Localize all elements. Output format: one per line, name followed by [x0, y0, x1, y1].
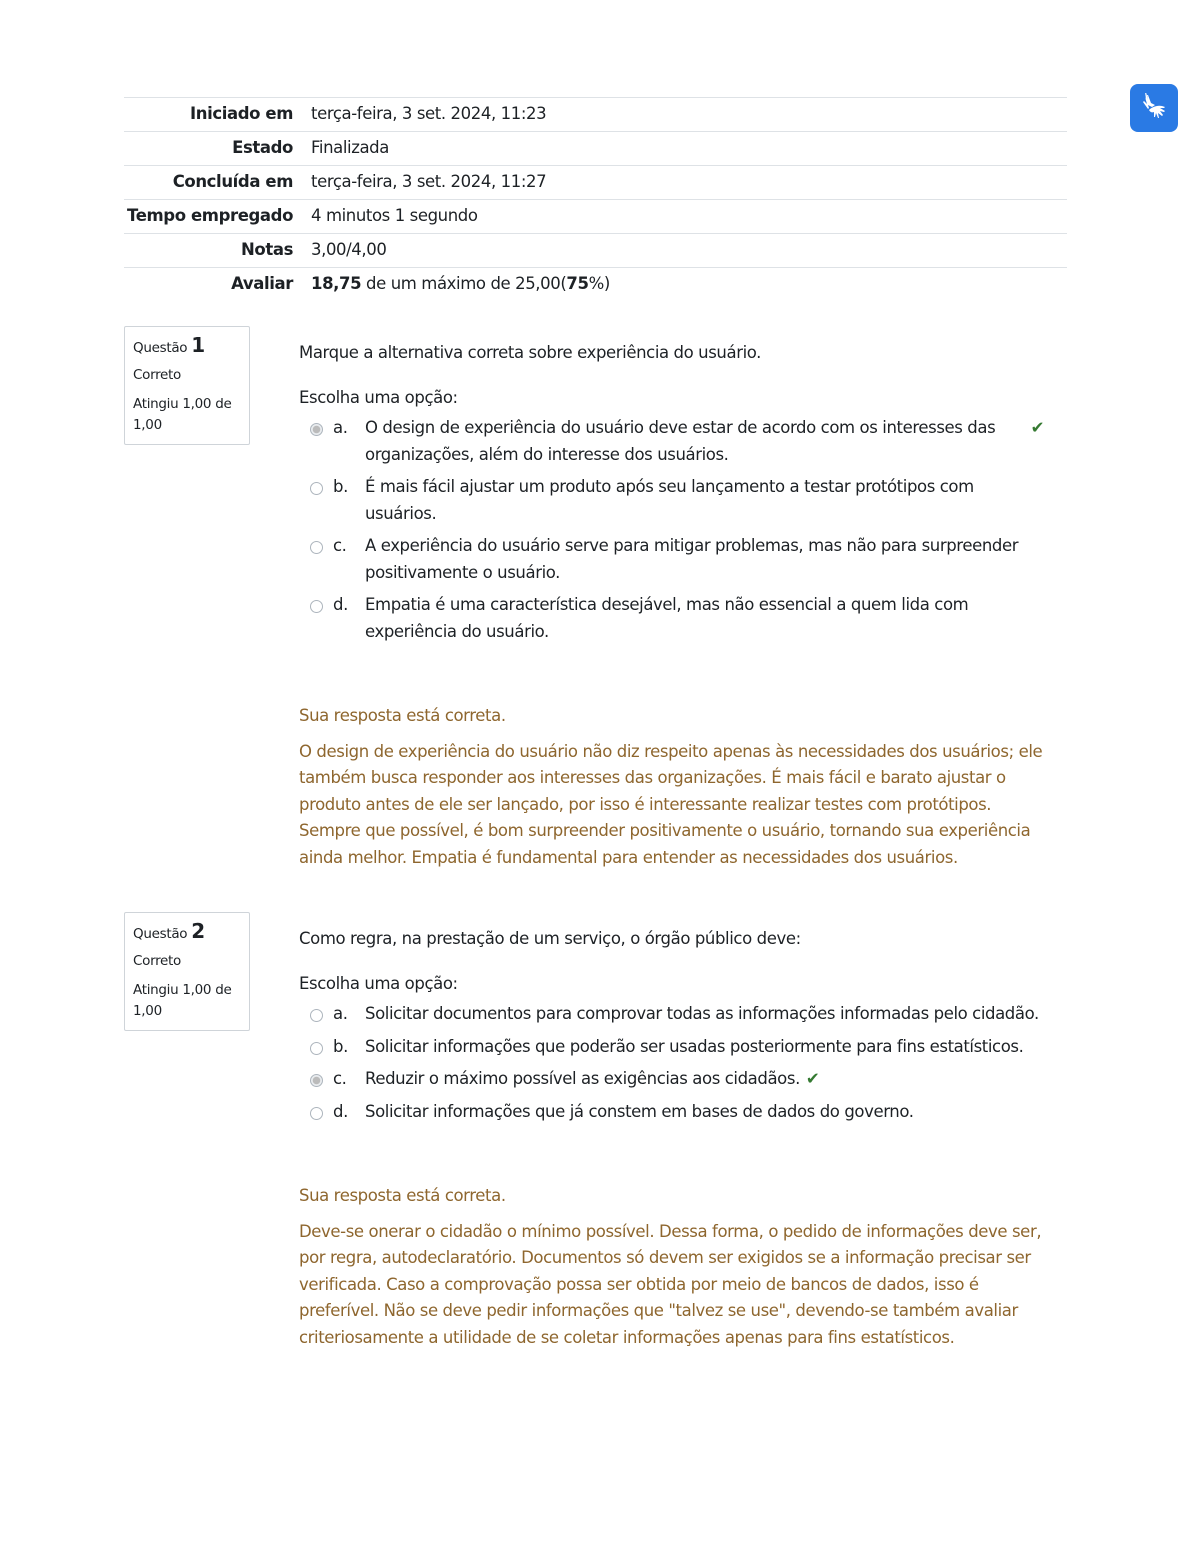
- check-icon: ✔: [1030, 418, 1044, 437]
- radio-selected[interactable]: [310, 423, 323, 436]
- option-d[interactable]: d. Solicitar informações que já constem em bases de dados do governo.: [299, 1099, 1044, 1126]
- radio[interactable]: [310, 541, 323, 554]
- explanation: O design de experiência do usuário não diz respeito apenas às necessidades dos usuários; ele também busca responder aos interesses das organizações. É mais fácil e barato ajustar o produto antes de ele ser lançado, por isso é interessante realizar testes com protótipos. Sempre que possível, é bom surpreender positivamente o usuário, tornando sua experiência ainda melhor. Empatia é fundamental para entender as necessidades dos usuários.: [299, 741, 1043, 867]
- summary-row: Iniciado em terça-feira, 3 set. 2024, 11:23: [124, 98, 1067, 132]
- option-c[interactable]: c. Reduzir o máximo possível as exigências aos cidadãos. ✔: [299, 1066, 1044, 1093]
- attempt-summary: [124, 97, 1067, 301]
- question-content: Marque a alternativa correta sobre experiência do usuário. Escolha uma opção: a. O design de experiência do usuário deve estar de acordo com os interesses das organizações, além do interesse dos usuários. ✔ b. É mais fácil ajustar um produto após seu lançamento a testar protótipos com usuários. c. A experiência do usuário serve para mitigar problemas, mas não para surpreender positivamente o usuário. d. Empatia é uma característica desejável, mas não essencial a quem lida com experiência do usuário. Sua resposta está correta. O design de experiência do usuário não diz respeito apenas às necessidades dos usuários; ele também busca responder aos interesses das organizações. É mais fácil e barato ajustar o produto antes de ele ser lançado, por isso é interessante realizar testes com protótipos. Sempre que possível, é bom surpreender positivamente o usuário, tornando sua experiência ainda melhor. Empatia é fundamental para entender as necessidades dos usuários.: [299, 326, 1044, 871]
- question-state: Correto: [133, 367, 182, 383]
- option-c[interactable]: c. A experiência do usuário serve para mitigar problemas, mas não para surpreender positivamente o usuário.: [299, 533, 1044, 586]
- radio[interactable]: [310, 1009, 323, 1022]
- radio-selected[interactable]: [310, 1074, 323, 1087]
- question-info: Questão 1 Correto Atingiu 1,00 de 1,00: [124, 326, 250, 445]
- option-b[interactable]: b. É mais fácil ajustar um produto após seu lançamento a testar protótipos com usuários.: [299, 474, 1044, 527]
- accessibility-button[interactable]: [1130, 84, 1178, 132]
- feedback: Sua resposta está correta. Deve-se onerar o cidadão o mínimo possível. Dessa forma, o pedido de informações deve ser, por regra, autodeclaratório. Documentos só devem ser exigidos se a informação precisar ser verificada. Caso a comprovação possa ser obtida por meio de bancos de dados, isso é preferível. Não se deve pedir informações que "talvez se use", devendo-se também avaliar criteriosamente a utilidade de se coletar informações apenas para fins estatísticos.: [299, 1183, 1044, 1351]
- grade-score: 18,75: [311, 274, 362, 293]
- question-text: Como regra, na prestação de um serviço, o órgão público deve:: [299, 929, 801, 948]
- feedback: Sua resposta está correta. O design de experiência do usuário não diz respeito apenas às necessidades dos usuários; ele também busca responder aos interesses das organizações. É mais fácil e barato ajustar o produto antes de ele ser lançado, por isso é interessante realizar testes com protótipos. Sempre que possível, é bom surpreender positivamente o usuário, tornando sua experiência ainda melhor. Empatia é fundamental para entender as necessidades dos usuários.: [299, 703, 1044, 871]
- summary-row: Estado Finalizada: [124, 132, 1067, 166]
- sign-language-hands-icon: [1139, 93, 1169, 123]
- summary-row: Notas 3,00/4,00: [124, 234, 1067, 268]
- option-b[interactable]: b. Solicitar informações que poderão ser usadas posteriormente para fins estatísticos.: [299, 1034, 1044, 1061]
- check-icon: ✔: [805, 1069, 820, 1088]
- radio[interactable]: [310, 482, 323, 495]
- option-a[interactable]: a. O design de experiência do usuário deve estar de acordo com os interesses das organizações, além do interesse dos usuários. ✔: [299, 415, 1044, 468]
- summary-row-grade: Avaliar 18,75 de um máximo de 25,00(75%): [124, 268, 1067, 302]
- question-info: Questão 2 Correto Atingiu 1,00 de 1,00: [124, 912, 250, 1031]
- question-mark: Atingiu 1,00 de 1,00: [133, 396, 232, 433]
- question-mark: Atingiu 1,00 de 1,00: [133, 982, 232, 1019]
- option-d[interactable]: d. Empatia é uma característica desejável, mas não essencial a quem lida com experiência do usuário.: [299, 592, 1044, 645]
- question-state: Correto: [133, 953, 182, 969]
- grade-percent: 75: [566, 274, 589, 293]
- question-text: Marque a alternativa correta sobre experiência do usuário.: [299, 343, 762, 362]
- question-content: Como regra, na prestação de um serviço, o órgão público deve: Escolha uma opção: a. Solicitar documentos para comprovar todas as informações informadas pelo cidadão. b. Solicitar informações que poderão ser usadas posteriormente para fins estatísticos. c. Reduzir o máximo possível as exigências aos cidadãos. ✔ d. Solicitar informações que já constem em bases de dados do governo. Sua resposta está correta. Deve-se onerar o cidadão o mínimo possível. Dessa forma, o pedido de informações deve ser, por regra, autodeclaratório. Documentos só devem ser exigidos se a informação precisar ser verificada. Caso a comprovação possa ser obtida por meio de bancos de dados, isso é preferível. Não se deve pedir informações que "talvez se use", devendo-se também avaliar criteriosamente a utilidade de se coletar informações apenas para fins estatísticos.: [299, 912, 1044, 1351]
- radio[interactable]: [310, 1107, 323, 1120]
- explanation: Deve-se onerar o cidadão o mínimo possível. Dessa forma, o pedido de informações deve ser, por regra, autodeclaratório. Documentos só devem ser exigidos se a informação precisar ser verificada. Caso a comprovação possa ser obtida por meio de bancos de dados, isso é preferível. Não se deve pedir informações que "talvez se use", devendo-se também avaliar criteriosamente a utilidade de se coletar informações apenas para fins estatísticos.: [299, 1221, 1042, 1347]
- summary-row: Concluída em terça-feira, 3 set. 2024, 11:27: [124, 166, 1067, 200]
- radio[interactable]: [310, 600, 323, 613]
- option-a[interactable]: a. Solicitar documentos para comprovar todas as informações informadas pelo cidadão.: [299, 1001, 1044, 1028]
- summary-row: Tempo empregado 4 minutos 1 segundo: [124, 200, 1067, 234]
- radio[interactable]: [310, 1042, 323, 1055]
